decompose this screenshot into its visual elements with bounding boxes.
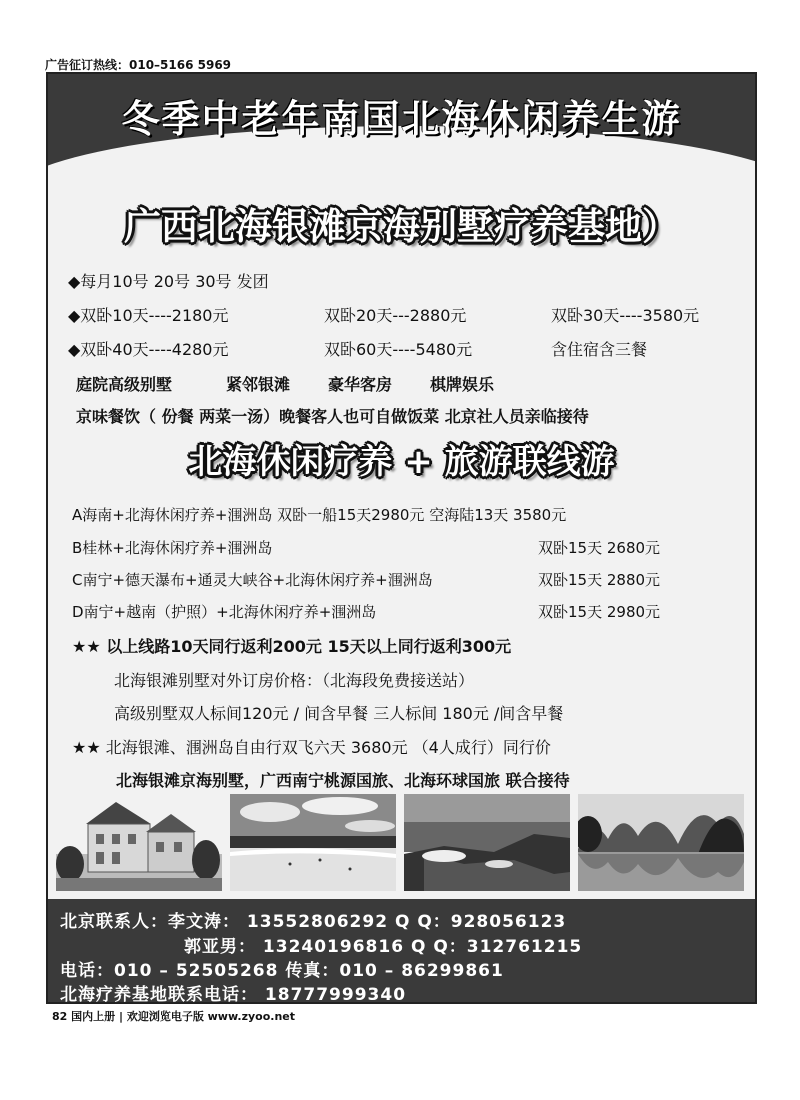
rebate-info: ★★ 以上线路10天同行返利200元 15天以上同行返利300元 [72,637,512,656]
section-title-tour: 北海休闲疗养 + 旅游联线游 [188,442,615,482]
route-b-price: 双卧15天 2680元 [538,539,661,557]
route-d: D南宁+越南（护照）+北海休闲疗养+涠洲岛 [72,603,377,621]
free-travel-offer: ★★ 北海银滩、涠洲岛自由行双飞六天 3680元 （4人成行）同行价 [72,738,551,757]
price-30-days: 双卧30天----3580元 [551,306,700,325]
ad-hotline: 广告征订热线：010–5166 5969 [45,58,232,72]
title-banner [48,74,755,184]
villa-photo [56,794,222,891]
route-c-price: 双卧15天 2880元 [538,571,661,589]
rocky-coast-photo [404,794,570,891]
price-20-days: 双卧20天---2880元 [324,306,467,325]
joint-organizers: 北海银滩京海别墅，广西南宁桃源国旅、北海环球国旅 联合接待 [116,771,570,790]
booking-title: 北海银滩别墅对外订房价格：（北海段免费接送站） [114,671,475,690]
banner-title: 冬季中老年南国北海休闲养生游 [121,97,682,141]
karst-river-photo [578,794,744,891]
route-b: B桂林+北海休闲疗养+涠洲岛 [72,539,273,557]
feature-rooms: 豪华客房 [328,375,393,394]
meals-included: 含住宿含三餐 [551,340,648,359]
route-c: C南宁+德天瀑布+通灵大峡谷+北海休闲疗养+涠洲岛 [72,571,433,589]
page-footer: 82 国内上册 | 欢迎浏览电子版 www.zyoo.net [52,1010,296,1023]
departure-dates: ◆每月10号 20号 30号 发团 [68,272,269,291]
feature-games: 棋牌娱乐 [430,375,495,394]
beijing-contact-2: 郭亚男： 13240196816 Q Q：312761215 [184,937,583,957]
price-10-days: ◆双卧10天----2180元 [68,306,229,325]
price-40-days: ◆双卧40天----4280元 [68,340,229,359]
feature-villa: 庭院高级别墅 [76,375,173,394]
price-60-days: 双卧60天----5480元 [324,340,473,359]
route-d-price: 双卧15天 2980元 [538,603,661,621]
booking-prices: 高级别墅双人标间120元 / 间含早餐 三人标间 180元 /间含早餐 [114,704,564,723]
base-phone: 北海疗养基地联系电话： 18777999340 [60,985,407,1004]
phone-fax: 电话：010 – 52505268 传真：010 – 86299861 [60,961,504,981]
photo-strip [56,794,746,894]
beijing-contact-1: 北京联系人：李文涛： 13552806292 Q Q：928056123 [60,912,567,932]
route-a: A海南+北海休闲疗养+涠洲岛 双卧一船15天2980元 空海陆13天 3580元 [72,506,567,524]
section-title-villa: 广西北海银滩京海别墅疗养基地） [124,205,679,248]
dining-info: 京味餐饮（ 份餐 两菜一汤）晚餐客人也可自做饭菜 北京社人员亲临接待 [76,407,589,426]
beach-photo [230,794,396,891]
contact-panel [48,899,755,1002]
advertisement [46,72,757,1004]
feature-beach: 紧邻银滩 [226,375,291,394]
